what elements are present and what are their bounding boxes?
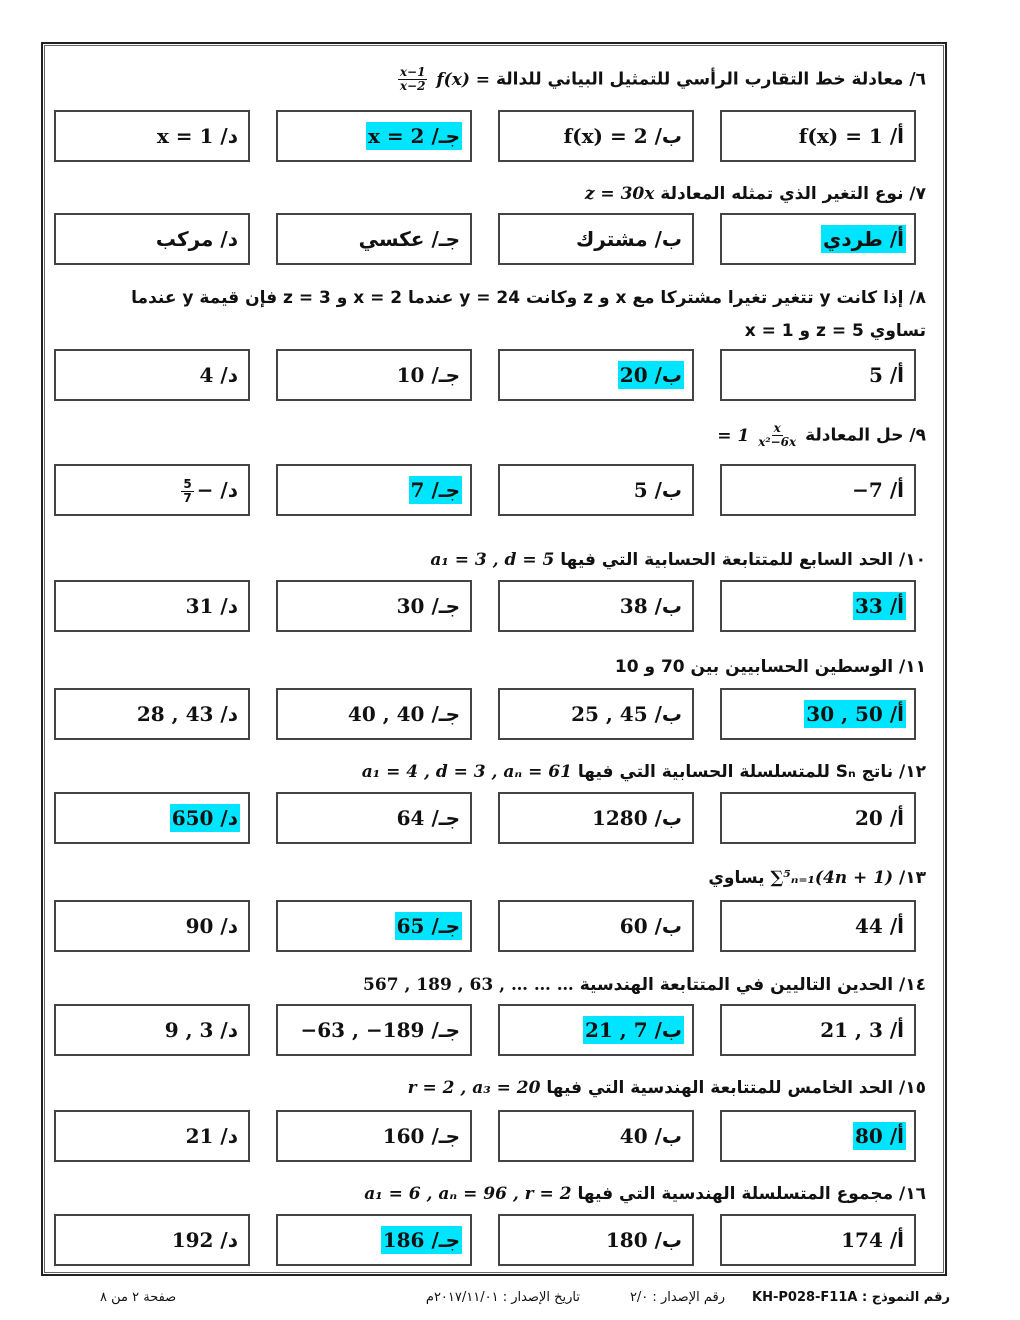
question-text: الحد الخامس للمتتابعة الهندسية التي فيها: [546, 1078, 894, 1098]
fraction: $\frac{x}{\text{x²−6x}}$: [758, 421, 797, 449]
question-text: الوسطين الحسابيين بين 70 و 10: [614, 657, 894, 677]
options-row-12: [54, 792, 916, 846]
options-row-7: [54, 213, 916, 267]
option-d[interactable]: د/ − $\frac{5}{7}$: [54, 464, 250, 516]
correct-answer: جـ/ 7: [410, 478, 460, 502]
options-row-11: [54, 688, 916, 742]
options-row-9: [54, 464, 916, 518]
option-a[interactable]: أ/ f(x) = 1: [720, 110, 916, 162]
question-math: f(x) =: [436, 69, 491, 90]
fraction: $\frac{x-1}{x-2}$: [399, 65, 426, 93]
option-a[interactable]: أ/ −7: [720, 464, 916, 516]
option-b[interactable]: [498, 349, 694, 401]
question-8: ٨/ إذا كانت y تتغير تغيرا مشتركا مع x و z وكانت y = 24 عندما x = 2 و z = 3 فإن قيمة y عندما: [131, 288, 926, 308]
question-text: معادلة خط التقارب الرأسي للتمثيل البياني للدالة: [495, 69, 904, 90]
option-d[interactable]: د/ 90: [54, 900, 250, 952]
options-row-14: [54, 1004, 916, 1058]
option-a[interactable]: [720, 580, 916, 632]
correct-answer: د/ 650: [171, 806, 238, 830]
option-d[interactable]: د/ 21: [54, 1110, 250, 1162]
option-c[interactable]: [276, 464, 472, 516]
option-d[interactable]: د/ x = 1: [54, 110, 250, 162]
footer-issue-date: تاريخ الإصدار : ٢٠١٧/١١/٠١م: [425, 1290, 580, 1305]
question-number: ٦/: [909, 69, 926, 90]
correct-answer: أ/ 80: [855, 1124, 904, 1148]
correct-answer: جـ/ 65: [396, 914, 460, 938]
option-d[interactable]: د/ 9 , 3: [54, 1004, 250, 1056]
option-a[interactable]: أ/ 20: [720, 792, 916, 844]
correct-answer: جـ/ x = 2: [367, 124, 460, 148]
option-b[interactable]: ب/ 180: [498, 1214, 694, 1266]
correct-answer: أ/ 33: [855, 594, 904, 618]
question-text: حل المعادلة: [805, 425, 904, 446]
question-text: مجموع المتسلسلة الهندسية التي فيها: [577, 1184, 894, 1204]
option-a[interactable]: [720, 1110, 916, 1162]
option-c[interactable]: جـ/ 64: [276, 792, 472, 844]
option-c[interactable]: جـ/ عكسي: [276, 213, 472, 265]
option-d[interactable]: د/ 192: [54, 1214, 250, 1266]
option-d[interactable]: د/ 4: [54, 349, 250, 401]
question-text: إذا كانت y تتغير تغيرا مشتركا مع x و z وكانت y = 24 عندما x = 2 و z = 3 فإن قيمة y عندما: [131, 288, 904, 308]
options-row-10: [54, 580, 916, 634]
option-d[interactable]: د/ مركب: [54, 213, 250, 265]
correct-answer: ب/ 21 , 7: [584, 1018, 682, 1042]
option-b[interactable]: ب/ 25 , 45: [498, 688, 694, 740]
option-b[interactable]: ب/ 60: [498, 900, 694, 952]
option-d[interactable]: [54, 792, 250, 844]
question-11: ١١/ الوسطين الحسابيين بين 70 و 10: [614, 657, 926, 677]
question-13: ١٣/ ∑⁵ₙ₌₁(4n + 1) يساوي: [708, 868, 926, 888]
option-b[interactable]: ب/ 40: [498, 1110, 694, 1162]
question-14: ١٤/ الحدين التاليين في المتتابعة الهندسية 567 , 189 , 63 , … … …: [363, 975, 926, 995]
option-c[interactable]: جـ/ 40 , 40: [276, 688, 472, 740]
question-text: يساوي: [708, 868, 765, 888]
option-a[interactable]: أ/ 5: [720, 349, 916, 401]
option-a[interactable]: [720, 213, 916, 265]
question-16: ١٦/ مجموع المتسلسلة الهندسية التي فيها a₁ = 6 , aₙ = 96 , r = 2: [364, 1184, 926, 1204]
question-7: ٧/ نوع التغير الذي تمثله المعادلة z = 30x: [584, 184, 926, 204]
correct-answer: ب/ 20: [619, 363, 682, 387]
option-b[interactable]: ب/ 38: [498, 580, 694, 632]
question-8-line2: [745, 321, 926, 341]
option-b[interactable]: ب/ f(x) = 2: [498, 110, 694, 162]
option-c[interactable]: جـ/ 30: [276, 580, 472, 632]
options-row-6: [54, 110, 916, 164]
option-d[interactable]: د/ 31: [54, 580, 250, 632]
option-c[interactable]: [276, 110, 472, 162]
options-row-15: [54, 1110, 916, 1164]
option-d[interactable]: د/ 28 , 43: [54, 688, 250, 740]
options-row-13: [54, 900, 916, 954]
footer-page-number: صفحة ٢ من ٨: [100, 1290, 177, 1305]
option-c[interactable]: [276, 900, 472, 952]
question-text: نوع التغير الذي تمثله المعادلة: [660, 184, 904, 204]
question-12: ١٢/ ناتج Sₙ للمتسلسلة الحسابية التي فيها a₁ = 4 , d = 3 , aₙ = 61: [361, 762, 926, 782]
option-c[interactable]: جـ/ −63 , −189: [276, 1004, 472, 1056]
option-a[interactable]: أ/ 44: [720, 900, 916, 952]
question-10: ١٠/ الحد السابع للمتتابعة الحسابية التي فيها a₁ = 3 , d = 5: [430, 550, 926, 570]
question-9: ٩/ حل المعادلة $\frac{x}{\text{x²−6x}}$ = 1: [717, 421, 926, 449]
footer-form-number: رقم النموذج : KH-P028-F11A: [752, 1290, 950, 1305]
option-c[interactable]: جـ/ 160: [276, 1110, 472, 1162]
question-text: الحدين التاليين في المتتابعة الهندسية: [579, 975, 894, 995]
options-row-16: [54, 1214, 916, 1268]
option-c[interactable]: [276, 1214, 472, 1266]
option-a[interactable]: أ/ 21 , 3: [720, 1004, 916, 1056]
options-row-8: [54, 349, 916, 403]
question-text: ناتج Sₙ للمتسلسلة الحسابية التي فيها: [577, 762, 894, 782]
option-a[interactable]: أ/ 174: [720, 1214, 916, 1266]
question-6: [395, 66, 926, 93]
option-c[interactable]: جـ/ 10: [276, 349, 472, 401]
option-a[interactable]: [720, 688, 916, 740]
question-text: الحد السابع للمتتابعة الحسابية التي فيها: [560, 550, 894, 570]
footer-version: رقم الإصدار : ٢/٠: [629, 1290, 725, 1305]
correct-answer: أ/ طردي: [822, 227, 904, 251]
correct-answer: أ/ 30 , 50: [806, 702, 904, 726]
question-15: ١٥/ الحد الخامس للمتتابعة الهندسية التي فيها r = 2 , a₃ = 20: [407, 1078, 926, 1098]
option-b[interactable]: ب/ 1280: [498, 792, 694, 844]
option-b[interactable]: ب/ مشترك: [498, 213, 694, 265]
option-b[interactable]: [498, 1004, 694, 1056]
option-b[interactable]: ب/ 5: [498, 464, 694, 516]
question-text: x = 1 و z = 5 تساوي: [744, 321, 926, 341]
question-math: z = 30x: [584, 184, 655, 204]
correct-answer: جـ/ 186: [382, 1228, 460, 1252]
